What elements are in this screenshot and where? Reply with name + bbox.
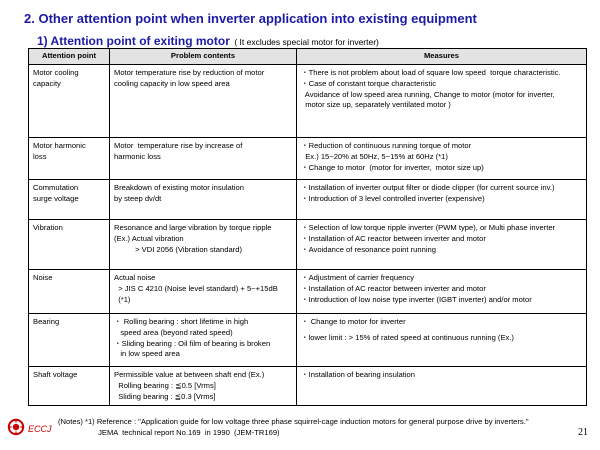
cell-text-line: ・Installation of AC reactor between inverter and motor	[301, 233, 486, 243]
cell-attention-point	[29, 65, 110, 138]
cell-measures	[297, 270, 587, 314]
cell-text-line: ・Introduction of 3 level controlled inverter (expensive)	[301, 193, 485, 203]
cell-text-line: ・lower limit : > 15% of rated speed at continuous running (Ex.)	[301, 332, 514, 342]
cell-measures	[297, 367, 587, 406]
cell-attention-point	[29, 220, 110, 270]
cell-measures	[297, 220, 587, 270]
cell-text-line: Commutation	[33, 183, 79, 192]
cell-text-line: ・Selection of low torque ripple inverter (PWM type), or Multi phase inverter	[301, 223, 556, 232]
cell-text-line: Noise	[33, 273, 53, 282]
cell-text-line: Avoidance of low speed area running, Change to motor (motor for inverter,	[301, 89, 555, 99]
cell-text-line: Motor cooling	[33, 68, 79, 77]
cell-text-line: ・There is not problem about load of square low speed torque characteristic.	[301, 68, 561, 77]
cell-text-line: (*1)	[114, 294, 131, 304]
cell-text-line: Motor harmonic	[33, 141, 86, 150]
header-attention-point: Attention point	[29, 49, 110, 65]
cell-text-line: ・Introduction of low noise type inverter (IGBT inverter) and/or motor	[301, 294, 532, 304]
footer-note-line: (Notes) *1) Reference : "Application guide for low voltage three phase squirrel-cage induction motors for general purpose drive by inverters."	[58, 417, 529, 426]
cell-text-line: speed area (beyond rated speed)	[114, 327, 233, 337]
cell-problem-contents	[110, 220, 297, 270]
cell-text-line: Breakdown of existing motor insulation	[114, 183, 245, 192]
cell-text-line: Motor temperature rise by increase of	[114, 141, 243, 150]
subtitle-note: ( It excludes special motor for inverter)	[234, 37, 379, 47]
cell-text-line: cooling capacity in low speed area	[114, 78, 230, 88]
cell-text-line: > VDI 2056 (Vibration standard)	[114, 244, 242, 254]
cell-text-line: Rolling bearing : ≦0.5 [Vrms]	[114, 380, 216, 390]
cell-attention-point	[29, 270, 110, 314]
page-number: 21	[578, 427, 588, 438]
footer-notes	[58, 416, 529, 438]
cell-text-line: harmonic loss	[114, 151, 161, 161]
table-row	[29, 180, 587, 220]
header-problem-contents: Problem contents	[110, 49, 297, 65]
cell-text-line: ・Adjustment of carrier frequency	[301, 273, 415, 282]
cell-problem-contents	[110, 270, 297, 314]
cell-text-line: loss	[33, 151, 47, 161]
table-row	[29, 65, 587, 138]
cell-text-line: > JIS C 4210 (Noise level standard) + 5~+15dB	[114, 283, 278, 293]
table-header-row	[29, 49, 587, 65]
cell-text-line: by steep dv/dt	[114, 193, 162, 203]
cell-text-line: Actual noise	[114, 273, 156, 282]
cell-text-line: ・Avoidance of resonance point running	[301, 244, 436, 254]
cell-problem-contents	[110, 65, 297, 138]
cell-text-line: ・Installation of bearing insulation	[301, 370, 415, 379]
cell-measures	[297, 314, 587, 367]
cell-attention-point	[29, 180, 110, 220]
subtitle-main: 1) Attention point of exiting motor	[37, 34, 230, 48]
cell-text-line: ・ Change to motor for inverter	[301, 317, 406, 326]
cell-text-line: ・Sliding bearing : Oil film of bearing is broken	[114, 338, 271, 348]
table-row	[29, 138, 587, 180]
eccj-logo-icon	[7, 418, 25, 436]
attention-table	[28, 48, 587, 406]
cell-attention-point	[29, 138, 110, 180]
cell-text-line: motor size up, separately ventilated motor )	[301, 100, 451, 110]
cell-text-line: Vibration	[33, 223, 63, 232]
cell-text-line: in low speed area	[114, 349, 180, 359]
cell-text-line: Motor temperature rise by reduction of motor	[114, 68, 265, 77]
table-row	[29, 314, 587, 367]
cell-measures	[297, 138, 587, 180]
cell-text-line: ・Change to motor (motor for inverter, motor size up)	[301, 162, 484, 172]
cell-text-line: ・Case of constant torque characteristic	[301, 78, 437, 88]
cell-text-line: ・Installation of inverter output filter or diode clipper (for current source inv.)	[301, 183, 555, 192]
cell-problem-contents	[110, 367, 297, 406]
footer-brand: ECCJ	[28, 424, 52, 434]
header-measures: Measures	[297, 49, 587, 65]
table-row	[29, 270, 587, 314]
cell-text-line: ・Installation of AC reactor between inverter and motor	[301, 283, 486, 293]
footer-note-line: JEMA technical report No.169 in 1990 (JEM-TR169)	[58, 428, 280, 437]
cell-problem-contents	[110, 180, 297, 220]
page-title: 2. Other attention point when inverter application into existing equipment	[24, 11, 477, 26]
cell-measures	[297, 180, 587, 220]
cell-attention-point	[29, 367, 110, 406]
cell-attention-point	[29, 314, 110, 367]
cell-problem-contents	[110, 138, 297, 180]
cell-problem-contents	[110, 314, 297, 367]
cell-text-line: Bearing	[33, 317, 60, 326]
cell-text-line: (Ex.) Actual vibration	[114, 233, 184, 243]
cell-text-line: capacity	[33, 78, 61, 88]
cell-text-line: ・ Rolling bearing : short lifetime in high	[114, 317, 249, 326]
cell-text-line: Resonance and large vibration by torque ripple	[114, 223, 272, 232]
table-body	[29, 65, 587, 406]
cell-measures	[297, 65, 587, 138]
cell-text-line: Permissible value at between shaft end (Ex.)	[114, 370, 265, 379]
cell-text-line: Shaft voltage	[33, 370, 78, 379]
cell-text-line: Sliding bearing : ≦0.3 [Vrms]	[114, 391, 216, 401]
cell-text-line: ・Reduction of continuous running torque of motor	[301, 141, 472, 150]
cell-text-line: surge voltage	[33, 193, 79, 203]
table-row	[29, 220, 587, 270]
table-row	[29, 367, 587, 406]
cell-text-line: Ex.) 15~20% at 50Hz, 5~15% at 60Hz (*1)	[301, 151, 448, 161]
